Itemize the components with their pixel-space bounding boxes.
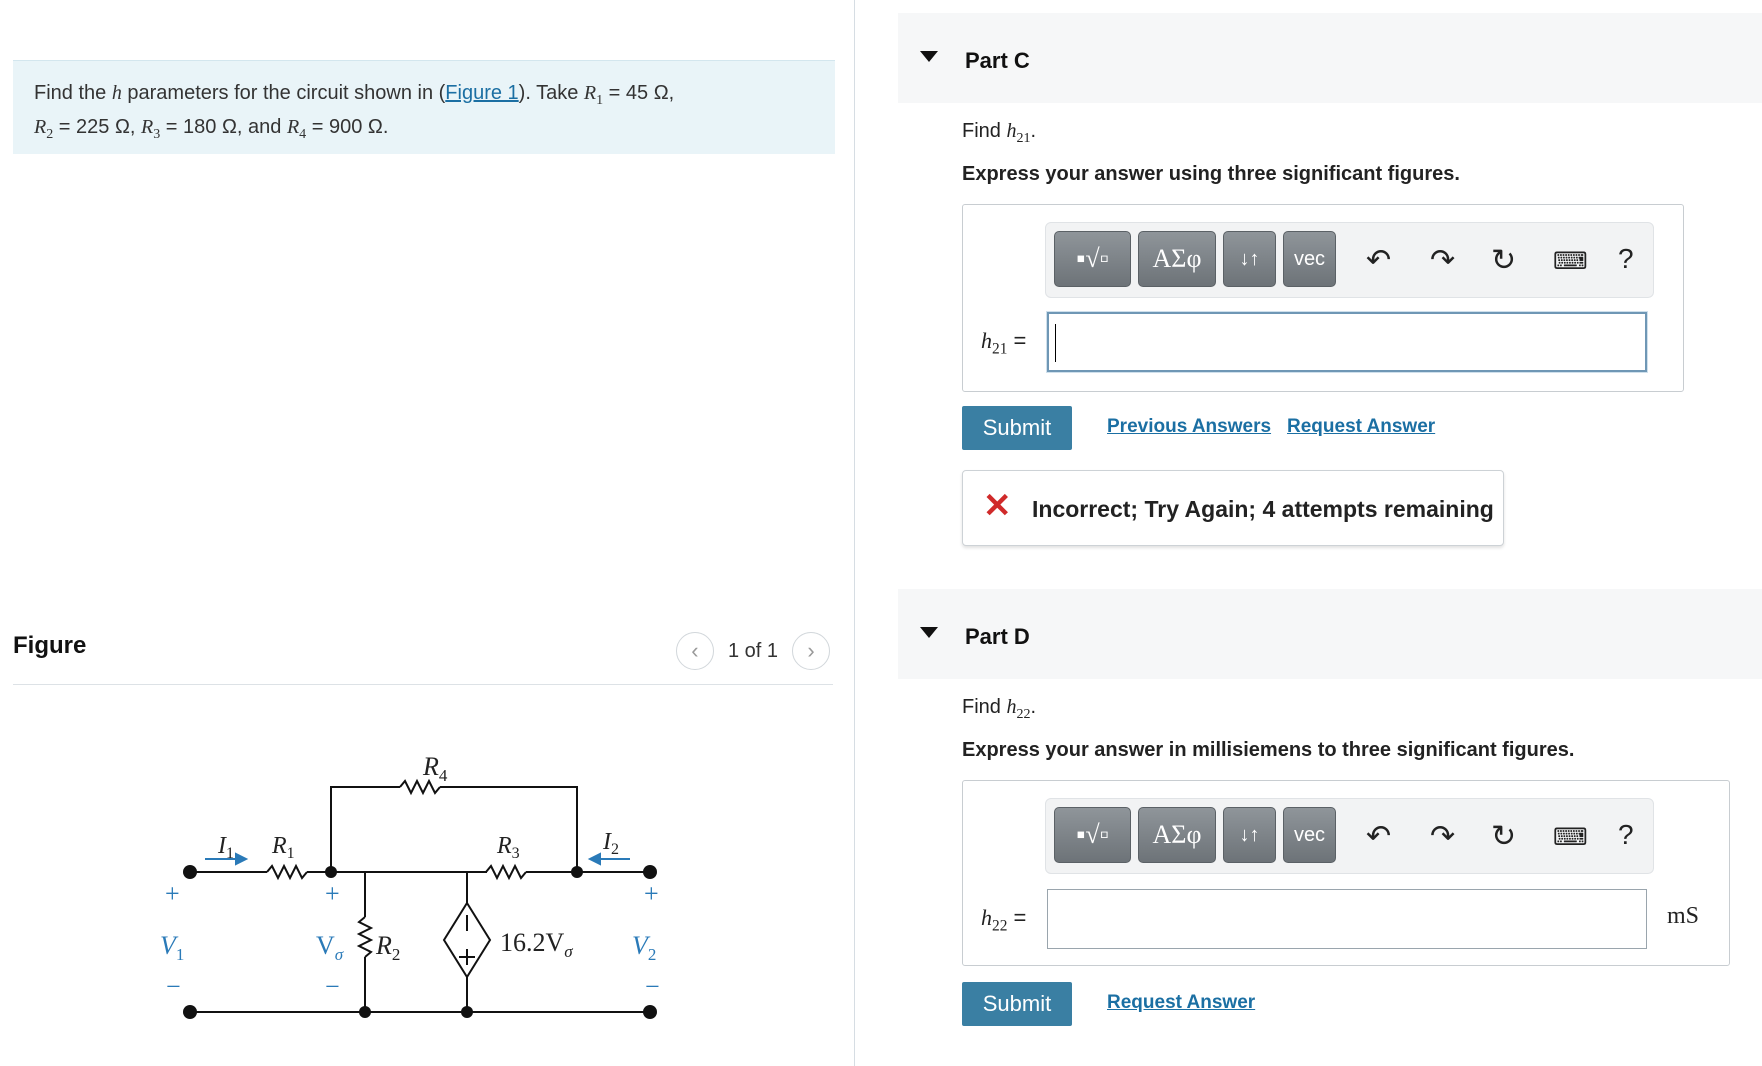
- problem-panel: [0, 0, 855, 1066]
- error-x-icon: ✕: [983, 487, 1012, 525]
- part-d-submit-button[interactable]: Submit: [962, 982, 1072, 1026]
- problem-text: parameters for the circuit shown in (: [121, 82, 446, 104]
- part-c-instruction: Express your answer using three significant figures.: [962, 163, 1460, 185]
- part-c-request-answer-link[interactable]: Request Answer: [1287, 416, 1436, 437]
- vsigma-label: $V_\sigma$: [316, 931, 344, 964]
- part-d-header[interactable]: [898, 589, 1762, 679]
- redo-icon[interactable]: ↷: [1430, 244, 1456, 277]
- r4-label: $R_4$: [423, 752, 448, 785]
- h-symbol: h: [111, 82, 122, 104]
- greek-button[interactable]: ΑΣφ: [1138, 231, 1216, 287]
- r1-value: = 45 Ω,: [603, 82, 675, 104]
- r2-symbol: $R_2$: [34, 116, 54, 142]
- vsigma-minus: −: [325, 972, 340, 1001]
- previous-answers-link[interactable]: Previous Answers: [1107, 416, 1272, 437]
- v1-plus: +: [165, 879, 180, 908]
- collapse-triangle-icon[interactable]: [920, 51, 938, 62]
- v2-label: $V_2$: [632, 931, 657, 964]
- subscript-superscript-icon[interactable]: ↓↑: [1223, 807, 1276, 863]
- figure-pager: [676, 632, 830, 670]
- subscript-superscript-icon[interactable]: ↓↑: [1223, 231, 1276, 287]
- part-c-title: Part C: [965, 48, 1030, 73]
- part-c-header[interactable]: [898, 13, 1762, 103]
- problem-text: Find the: [34, 82, 112, 104]
- circuit-nodes: [183, 865, 657, 1019]
- circuit-diagram: [160, 735, 680, 1035]
- v2-plus: +: [644, 879, 659, 908]
- reset-icon[interactable]: ↻: [1491, 244, 1517, 277]
- unit-label: mS: [1667, 903, 1700, 929]
- redo-icon[interactable]: ↷: [1430, 820, 1456, 853]
- feedback-box: [962, 470, 1504, 546]
- greek-button[interactable]: ΑΣφ: [1138, 807, 1216, 863]
- v1-label: $V_1$: [160, 931, 185, 964]
- circuit-wires: [190, 781, 650, 1012]
- part-c-answer-input[interactable]: [1047, 312, 1647, 372]
- templates-icon[interactable]: ▪√▫: [1054, 231, 1131, 287]
- page-indicator: 1 of 1: [727, 639, 778, 662]
- undo-icon[interactable]: ↶: [1366, 820, 1392, 853]
- help-icon[interactable]: ?: [1618, 819, 1634, 850]
- r2-label: $R_2$: [376, 931, 401, 964]
- v2-minus: −: [645, 972, 660, 1001]
- chevron-left-icon[interactable]: ‹: [676, 632, 714, 670]
- r3-symbol: $R_3$: [141, 116, 161, 142]
- i1-label: $I_1$: [218, 833, 234, 862]
- undo-icon[interactable]: ↶: [1366, 244, 1392, 277]
- vec-button[interactable]: vec: [1283, 807, 1336, 863]
- part-d-title: Part D: [965, 624, 1030, 649]
- chevron-right-icon[interactable]: ›: [792, 632, 830, 670]
- part-c-submit-button[interactable]: Submit: [962, 406, 1072, 450]
- feedback-message: Incorrect; Try Again; 4 attempts remaining: [1032, 496, 1494, 522]
- part-d-answer-input[interactable]: [1047, 889, 1647, 949]
- problem-statement: [13, 60, 835, 154]
- part-c-answer-box: [962, 204, 1684, 392]
- part-d-question: Find $h_{22}$.: [962, 696, 1037, 722]
- problem-text: ). Take: [518, 82, 584, 104]
- r3-label: $R_3$: [497, 833, 520, 862]
- r4-symbol: $R_4$: [286, 116, 307, 142]
- math-toolbar: [1045, 798, 1654, 874]
- figure-title: Figure: [13, 632, 87, 659]
- part-d-answer-box: [962, 780, 1730, 966]
- text-cursor: [1055, 324, 1056, 362]
- part-d-instruction: Express your answer in millisiemens to three significant figures.: [962, 739, 1575, 761]
- vsigma-plus: +: [325, 879, 340, 908]
- divider: [13, 684, 833, 685]
- help-icon[interactable]: ?: [1618, 243, 1634, 274]
- templates-icon[interactable]: ▪√▫: [1054, 807, 1131, 863]
- part-d-request-answer-link[interactable]: Request Answer: [1107, 992, 1256, 1013]
- math-toolbar: [1045, 222, 1654, 298]
- r4-value: = 900 Ω.: [306, 116, 389, 138]
- vec-button[interactable]: vec: [1283, 231, 1336, 287]
- current-arrows: [205, 854, 630, 864]
- r1-symbol: $R_1$: [583, 82, 604, 108]
- part-c-question: Find $h_{21}$.: [962, 120, 1037, 146]
- v1-minus: −: [166, 972, 181, 1001]
- part-d-answer-label: $h_{22}$ =: [981, 905, 1027, 935]
- keyboard-icon[interactable]: ⌨: [1553, 248, 1588, 275]
- figure-link[interactable]: Figure 1: [445, 82, 519, 104]
- collapse-triangle-icon[interactable]: [920, 627, 938, 638]
- reset-icon[interactable]: ↻: [1491, 820, 1517, 853]
- r2-value: = 225 Ω,: [53, 116, 136, 138]
- dep-source-label: $16.2V_\sigma$: [500, 928, 573, 961]
- part-c-answer-label: $h_{21}$ =: [981, 328, 1027, 358]
- i2-label: $I_2$: [603, 829, 619, 858]
- dep-source-signs: [459, 915, 475, 965]
- r3-value: = 180 Ω, and: [160, 116, 282, 138]
- r1-label: $R_1$: [272, 833, 295, 862]
- keyboard-icon[interactable]: ⌨: [1553, 824, 1588, 851]
